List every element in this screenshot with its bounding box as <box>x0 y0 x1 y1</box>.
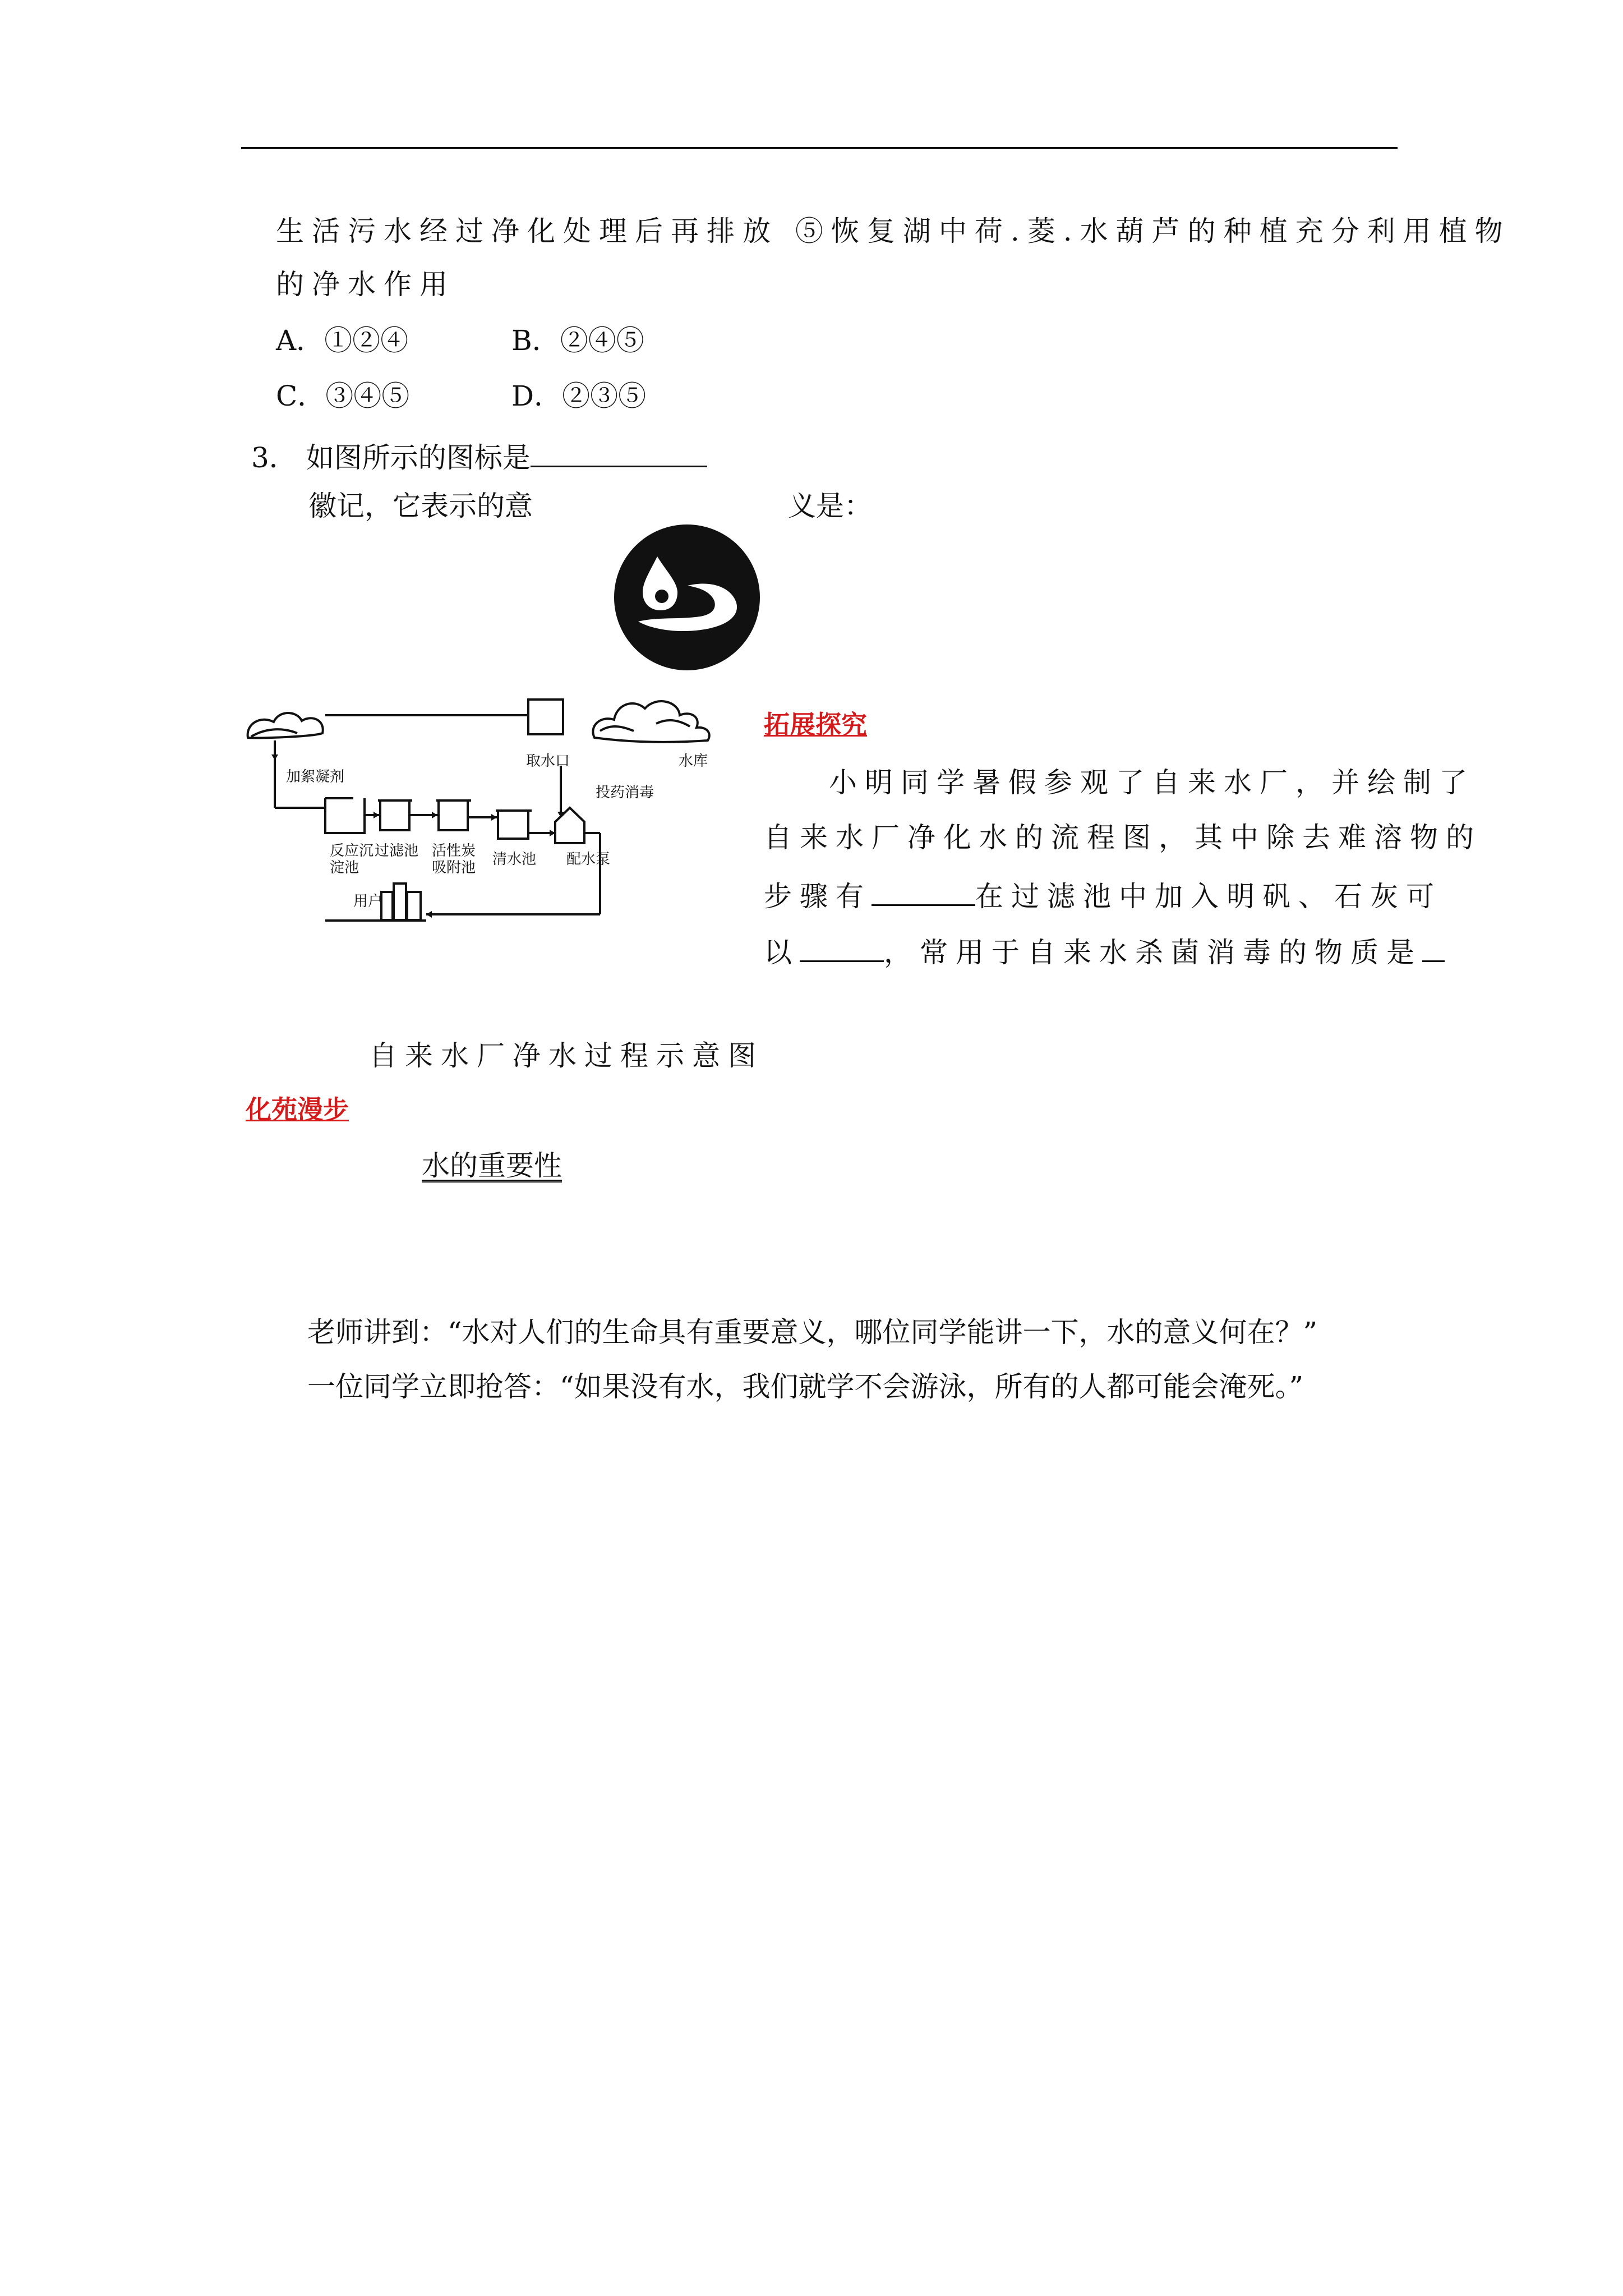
extension-line3-part2: 在过滤池中加入明矾、石灰可 <box>975 880 1442 913</box>
q2-text-line1: 生活污水经过净化处理后再排放 ⑤恢复湖中荷.菱.水葫芦的种植充分利用植物 <box>276 215 1511 247</box>
label-pump: 配水泵 <box>566 851 611 868</box>
extension-line3 <box>764 876 1442 913</box>
q2-option-b: B．②④⑤ <box>511 324 644 357</box>
stroll-line1: 老师讲到：“水对人们的生命具有重要意义，哪位同学能讲一下，水的意义何在？” <box>307 1316 1318 1349</box>
label-reservoir: 水库 <box>679 753 708 770</box>
extension-line1: 小明同学暑假参观了自来水厂，并绘制了 <box>829 766 1475 799</box>
stroll-line2: 一位同学立即抢答：“如果没有水，我们就学不会游泳，所有的人都可能会淹死。” <box>307 1370 1304 1403</box>
label-intake: 取水口 <box>526 753 570 770</box>
label-clear: 清水池 <box>492 851 537 868</box>
q3-question <box>251 438 707 475</box>
label-coagulant: 加絮凝剂 <box>286 769 345 785</box>
extension-line4-part1: 以 <box>764 936 800 969</box>
q3-line2-part2: 义是： <box>788 490 872 522</box>
q3-line2-part1: 徽记，它表示的意 <box>308 490 533 522</box>
label-sediment-2: 淀池 <box>330 859 359 876</box>
extension-heading: 拓展探究 <box>764 710 867 740</box>
blank-removal-steps[interactable] <box>872 876 975 906</box>
stroll-subtitle: 水的重要性 <box>422 1149 562 1182</box>
extension-line2: 自来水厂净化水的流程图，其中除去难溶物的 <box>764 821 1482 854</box>
q3-lead: 3． 如图所示的图标是 <box>251 441 531 474</box>
stroll-heading: 化苑漫步 <box>246 1094 349 1125</box>
header-rule <box>241 147 1398 149</box>
blank-disinfectant[interactable] <box>1422 932 1445 962</box>
waterworks-flow-diagram <box>241 670 723 968</box>
extension-line4 <box>764 932 1445 969</box>
label-sediment-1: 反应沉 <box>330 843 374 859</box>
label-filter: 过滤池 <box>375 843 419 859</box>
q2-option-a: A．①②④ <box>276 324 409 357</box>
water-saving-emblem <box>611 522 763 673</box>
label-carbon-1: 活性炭 <box>432 843 476 859</box>
extension-line4-part2: ，常用于自来水杀菌消毒的物质是 <box>884 936 1422 969</box>
q2-option-c: C．③④⑤ <box>276 380 410 412</box>
q2-option-d: D．②③⑤ <box>511 380 647 412</box>
blank-alum-effect[interactable] <box>800 932 884 962</box>
label-disinfect: 投药消毒 <box>596 784 654 801</box>
extension-line3-part1: 步骤有 <box>764 880 872 913</box>
q3-answer-blank[interactable] <box>531 438 707 467</box>
label-carbon-2: 吸附池 <box>432 859 476 876</box>
q2-text-line2: 的净水作用 <box>276 268 455 301</box>
diagram-caption: 自来水厂净水过程示意图 <box>369 1039 764 1072</box>
label-user: 用户 <box>353 893 383 910</box>
